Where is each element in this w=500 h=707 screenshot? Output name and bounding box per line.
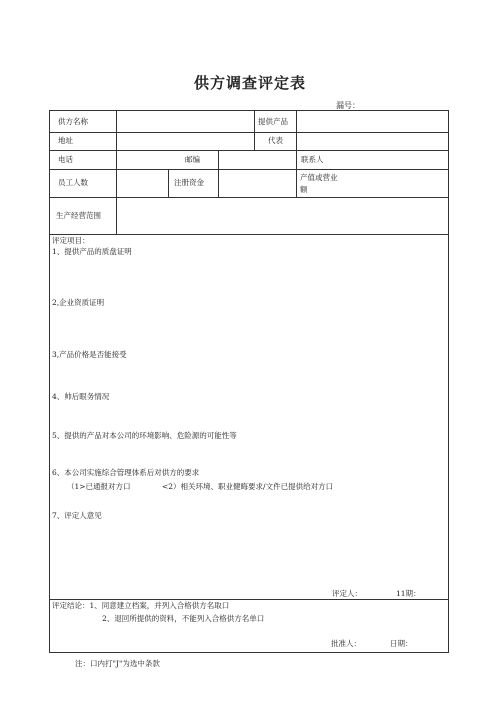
- evaluation-item: 6、本公司实施综合管理体系后对供方的要求: [52, 468, 200, 477]
- address-label: 地址: [58, 136, 73, 145]
- evaluation-item: 5、提供的产品对本公司的环境影响、危险源的可能性等: [52, 431, 237, 440]
- footnote: 注：口内打"J"为选中条款: [75, 659, 160, 668]
- evaluation-item: 4、帅后眼务情况: [52, 392, 110, 401]
- contact-label: 联系人: [301, 155, 324, 164]
- business-scope-label: 生产经营范围: [56, 211, 101, 220]
- approver-label: 批准人：: [331, 639, 361, 648]
- row-divider: [50, 234, 448, 235]
- representative-label: 代表: [268, 136, 283, 145]
- business-scope-field[interactable]: [117, 198, 448, 233]
- phone-label: 电话: [58, 155, 73, 164]
- requirement-documents-checkbox[interactable]: <2）相关环境、职业健晦要求/文件已提供给对方口: [162, 482, 334, 491]
- col-divider: [254, 111, 255, 150]
- evaluator-label: 评定人：: [332, 589, 362, 598]
- registered-capital-field[interactable]: [219, 170, 295, 196]
- product-label: 提供产品: [258, 117, 288, 126]
- output-value-field[interactable]: [345, 170, 448, 196]
- form-title: 供方调查评定表: [193, 74, 306, 92]
- doc-number-label: 漏号：: [336, 101, 360, 110]
- contact-field[interactable]: [335, 151, 448, 168]
- product-field[interactable]: [297, 112, 448, 131]
- employees-field[interactable]: [117, 170, 167, 196]
- supplier-name-label: 供方名称: [58, 117, 88, 126]
- approval-date-label: 日期：: [390, 639, 413, 648]
- postcode-field[interactable]: [219, 151, 295, 168]
- requirement-notified-checkbox[interactable]: （1>已通报对方口: [67, 482, 131, 491]
- conclusion-approve-checkbox[interactable]: 评定结论：1、同意建立档案，并列入合格供方名取口: [52, 601, 230, 610]
- row-divider: [50, 599, 448, 600]
- evaluation-item: 3,产品价格是否能接受: [52, 350, 127, 359]
- supplier-evaluation-form: [49, 110, 449, 653]
- output-value-label: 产值或营业额: [300, 173, 338, 194]
- col-divider: [168, 169, 169, 197]
- evaluation-heading: 评定项目：: [52, 236, 90, 245]
- postcode-label: 邮编: [185, 155, 200, 164]
- evaluation-item: 2,企业资质证明: [52, 298, 105, 307]
- phone-field[interactable]: [117, 151, 177, 168]
- employees-label: 员工人数: [58, 178, 88, 187]
- evaluation-date-label: 11期：: [396, 589, 421, 598]
- representative-field[interactable]: [297, 133, 448, 149]
- registered-capital-label: 注册资金: [174, 178, 204, 187]
- evaluation-item: 1、提供产品的质盘证明: [52, 247, 132, 256]
- evaluation-item: 7、评定人意见: [52, 511, 102, 520]
- supplier-name-field[interactable]: [117, 112, 253, 131]
- address-field[interactable]: [117, 133, 253, 149]
- conclusion-reject-checkbox[interactable]: 2、退回所提供的资料，不能列入合格供方名单口: [102, 614, 265, 623]
